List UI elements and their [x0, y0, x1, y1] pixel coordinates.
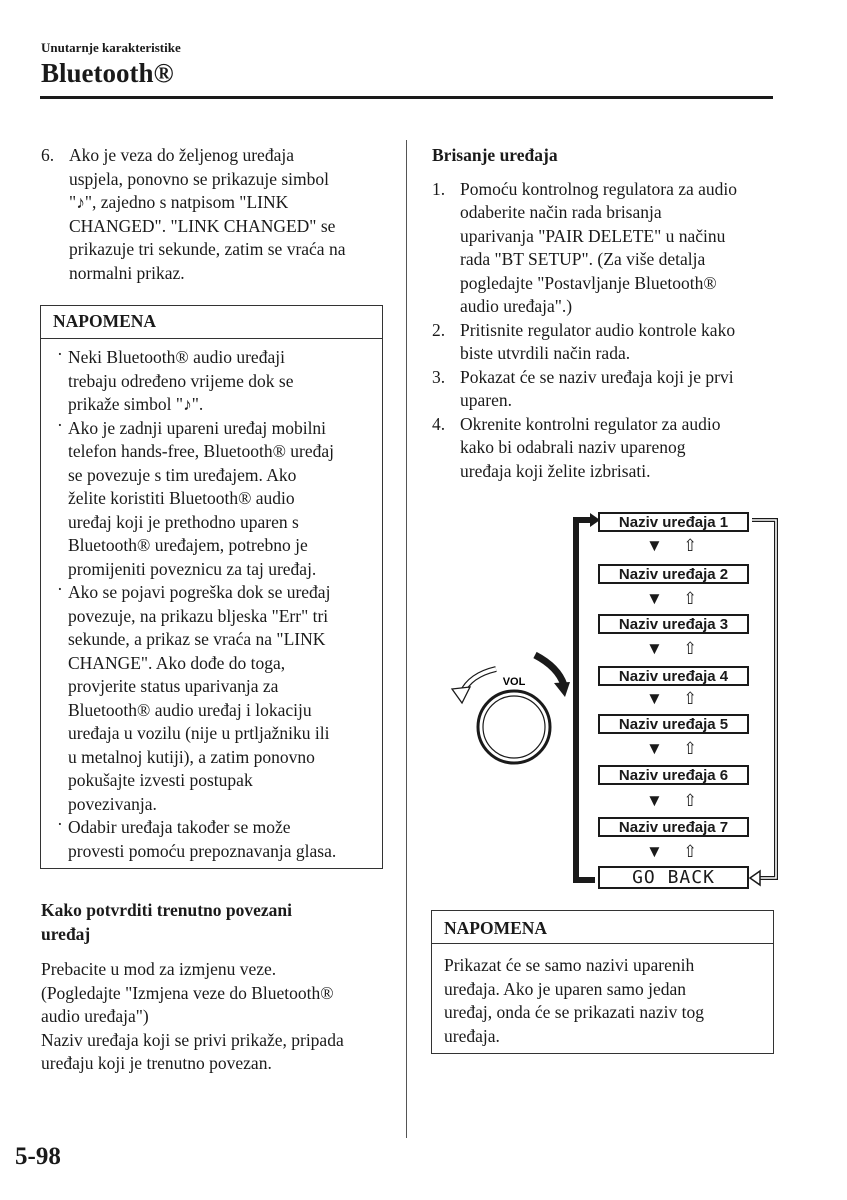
note-bullet: · Ako se pojavi pogreška dok se uređaj povezuje, na prikazu bljeska "Err" tri sekunde, a prikaz se vraća na "LINK CHANGE". Ako dođe do toga, provjerite status uparivanja za Bluetooth® audio uređaj i lokaciju uređaja u vozilu (nije u prtljažniku ili u metalnoj kutiji), a zatim ponovno pokušajte izvesti postupak povezivanja. — [57, 579, 331, 814]
delete-heading: Brisanje uređaja — [432, 145, 558, 165]
down-arrow-icon: ▼ — [646, 536, 663, 555]
step-line: Ako je veza do željenog uređaja — [69, 145, 294, 165]
confirm-line: uređaju koji je trenutno povezan. — [41, 1053, 272, 1073]
device-name-5: Naziv uređaja 5 — [598, 714, 749, 734]
rotate-left-icon — [452, 687, 470, 703]
return-loop-line — [752, 520, 776, 878]
vol-label: VOL — [502, 676, 526, 688]
note-line: uređaja. — [444, 1025, 500, 1046]
note-bullet: · Ako je zadnji upareni uređaj mobilni telefon hands-free, Bluetooth® uređaj se povezuje s tim uređajem. Ako želite koristiti Bluetooth® audio uređaj koji je prethodno uparen s Bluetooth® uređajem, potrebno je promijeniti poveznicu za taj uređaj. — [57, 414, 334, 579]
note-line: uređaj, onda će se prikazati naziv tog — [444, 1002, 704, 1022]
note-heading: NAPOMENA — [432, 911, 773, 944]
up-arrow-icon: ⇧ — [683, 689, 698, 708]
down-arrow-icon: ▼ — [646, 639, 663, 658]
down-arrow-icon: ▼ — [646, 791, 663, 810]
confirm-section — [41, 899, 386, 1076]
down-arrow-icon: ▼ — [646, 739, 663, 758]
device-name-2: Naziv uređaja 2 — [598, 564, 749, 584]
up-arrow-icon: ⇧ — [683, 589, 698, 608]
down-arrow-icon: ▼ — [646, 589, 663, 608]
device-name-6: Naziv uređaja 6 — [598, 765, 749, 785]
step-3: 3. Pokazat će se naziv uređaja koji je prvi uparen. — [432, 366, 734, 410]
go-back-item: GO BACK — [598, 866, 749, 889]
confirm-line: (Pogledajte "Izmjena veze do Bluetooth® — [41, 982, 334, 1003]
up-arrow-icon: ⇧ — [683, 639, 698, 658]
vol-knob-icon — [478, 691, 550, 763]
rotate-right-icon — [535, 655, 564, 685]
note-heading: NAPOMENA — [41, 306, 382, 339]
step-line: prikazuje tri sekunde, zatim se vraća na — [69, 239, 346, 259]
note-bullet: · Odabir uređaja također se može provesti pomoću prepoznavanja glasa. — [57, 814, 337, 861]
confirm-line: Naziv uređaja koji se privi prikaže, pripada — [41, 1029, 344, 1050]
step-line: normalni prikaz. — [69, 262, 185, 283]
step-6 — [41, 144, 381, 285]
note-line: Prikazat će se samo nazivi uparenih — [444, 955, 695, 975]
note-line: uređaja. Ako je uparen samo jedan — [444, 978, 686, 999]
return-arrowhead-icon — [750, 871, 760, 885]
page-title: Bluetooth® — [41, 58, 174, 88]
up-arrow-icon: ⇧ — [683, 842, 698, 861]
step-line: uspjela, ponovno se prikazuje simbol — [69, 168, 330, 189]
step-line: "♪", zajedno s natpisom "LINK — [69, 192, 289, 212]
step-number: 6. — [41, 145, 55, 165]
confirm-line: Prebacite u mod za izmjenu veze. — [41, 959, 277, 979]
device-name-3: Naziv uređaja 3 — [598, 614, 749, 634]
note-box-left — [40, 305, 383, 869]
up-arrow-icon: ⇧ — [683, 791, 698, 810]
down-arrow-icon: ▼ — [646, 689, 663, 708]
title-rule — [40, 96, 773, 99]
forward-loop-line — [576, 520, 595, 880]
device-name-4: Naziv uređaja 4 — [598, 666, 749, 686]
column-divider — [406, 140, 407, 1138]
up-arrow-icon: ⇧ — [683, 739, 698, 758]
confirm-heading: uređaj — [41, 923, 91, 944]
step-line: CHANGED". "LINK CHANGED" se — [69, 215, 336, 236]
note-box-right — [431, 910, 774, 1054]
confirm-heading: Kako potvrditi trenutno povezani — [41, 900, 293, 920]
down-arrow-icon: ▼ — [646, 842, 663, 861]
up-arrow-icon: ⇧ — [683, 536, 698, 555]
page-number: 5-98 — [15, 1143, 61, 1170]
note-bullet: · Neki Bluetooth® audio uređaji trebaju određeno vrijeme dok se prikaže simbol "♪". — [57, 344, 294, 414]
section-label: Unutarnje karakteristike — [41, 40, 181, 55]
confirm-line: audio uređaja") — [41, 1006, 149, 1026]
step-2: 2. Pritisnite regulator audio kontrole kako biste utvrdili način rada. — [432, 319, 736, 363]
device-name-1: Naziv uređaja 1 — [598, 512, 749, 532]
step-4: 4. Okrenite kontrolni regulator za audio kako bi odabrali naziv uparenog uređaja koji želite izbrisati. — [432, 413, 721, 481]
delete-section — [432, 144, 777, 483]
device-name-7: Naziv uređaja 7 — [598, 817, 749, 837]
step-1: 1. Pomoću kontrolnog regulatora za audio odaberite način rada brisanja uparivanja "PAIR DELETE" u načinu rada "BT SETUP". (Za više detalja pogledajte "Postavljanje Bluetooth® audio uređaja".) — [432, 178, 738, 316]
